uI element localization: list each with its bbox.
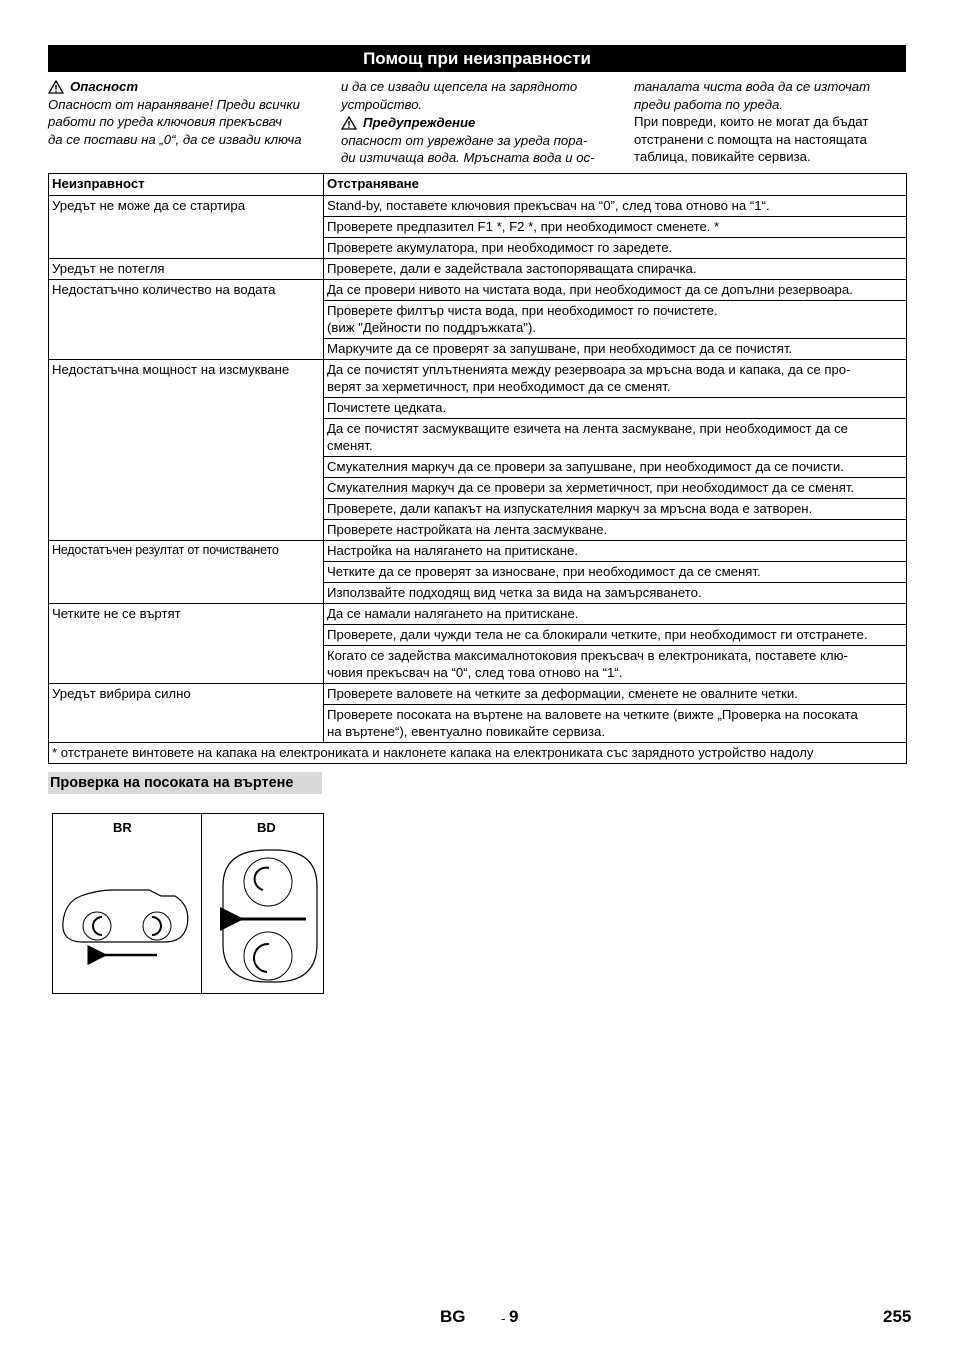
bd-brush-housing (223, 850, 317, 982)
danger-text-continued (341, 78, 619, 113)
remedy-cell: Когато се задейства максималнотоковия прекъсвач в електрониката, поставете клю- човия прекъсвач на “0“, след това отново на “1“. (324, 646, 907, 684)
remedy-cell: Смукателния маркуч да се провери за херметичност, при необходимост да се сменят. (324, 478, 907, 499)
table-row (49, 604, 907, 625)
remedy-cell: Да се намали налягането на притискане. (324, 604, 907, 625)
table-header-row (49, 174, 907, 196)
service-note (634, 113, 906, 166)
remedy-cell: Stand-by, поставете ключовия прекъсвач на “0”, след това отново на “1“. (324, 196, 907, 217)
intro-column-1 (48, 78, 323, 148)
note-line: отстранени с помощта на настоящата (634, 131, 868, 147)
remedy-cell: Проверете, дали е задействала застопоряващата спирачка. (324, 259, 907, 280)
table-footnote-row (49, 743, 907, 764)
intro-column-2 (341, 78, 619, 167)
fault-cell: Недостатъчен резултат от почистването (49, 541, 324, 604)
remedy-cell: Проверете посоката на въртене на валовете на четките (вижте „Проверка на посоката на въртене“), евентуално повикайте сервиза. (324, 705, 907, 743)
table-row (49, 196, 907, 217)
fault-cell: Недостатъчна мощност на изсмукване (49, 360, 324, 541)
troubleshooting-table (48, 173, 907, 764)
table-row (49, 684, 907, 705)
table-row (49, 259, 907, 280)
remedy-cell: Маркучите да се проверят за запушване, при необходимост да се почистят. (324, 339, 907, 360)
remedy-cell: Използвайте подходящ вид четка за вида на замърсяването. (324, 583, 907, 604)
fault-cell: Уредът не може да се стартира (49, 196, 324, 259)
rotation-diagram (53, 814, 325, 995)
danger-line: работи по уреда ключовия прекъсвач (48, 114, 282, 129)
warning-text (341, 132, 619, 167)
danger-line: Опасност от нараняване! Преди всички (48, 96, 300, 112)
remedy-cell: Четките да се проверят за износване, при необходимост да се сменят. (324, 562, 907, 583)
table-body (49, 196, 907, 743)
intro-column-3 (634, 78, 906, 166)
rotation-direction-figure (52, 813, 324, 994)
table-footnote: * отстранете винтовете на капака на електрониката и наклонете капака на електрониката със зарядното устройство надолу (49, 743, 907, 764)
remedy-cell: Да се почистят уплътненията между резервоара за мръсна вода и капака, да се про- верят за херметичност, при необходимост да се сменят. (324, 360, 907, 398)
remedy-cell: Настройка на налягането на притискане. (324, 541, 907, 562)
table-row (49, 541, 907, 562)
note-line: таблица, повикайте сервиза. (634, 149, 811, 164)
danger-line: устройство. (341, 96, 423, 112)
table-row (49, 280, 907, 301)
remedy-cell: Проверете настройката на лента засмукване. (324, 520, 907, 541)
remedy-cell: Смукателния маркуч да се провери за запушване, при необходимост да се почисти. (324, 457, 907, 478)
rotation-check-heading: Проверка на посоката на въртене (48, 772, 322, 794)
page-title: Помощ при неизправности (48, 45, 906, 72)
remedy-cell: Проверете филтър чиста вода, при необходимост го почистете. (виж "Дейности по поддръжката"). (324, 301, 907, 339)
remedy-cell: Да се провери нивото на чистата вода, при необходимост да се допълни резервоара. (324, 280, 907, 301)
fault-cell: Четките не се въртят (49, 604, 324, 684)
danger-heading-row (48, 78, 323, 96)
remedy-cell: Проверете валовете на четките за деформации, сменете не овалните четки. (324, 684, 907, 705)
remedy-cell: Да се почистят засмукващите езичета на лента засмукване, при необходимост да се сменят. (324, 419, 907, 457)
remedy-cell: Проверете предпазител F1 *, F2 *, при необходимост сменете. * (324, 217, 907, 238)
footer-separator: - (501, 1311, 506, 1326)
remedy-cell: Почистете цедката. (324, 398, 907, 419)
column-header-fault: Неизправност (49, 174, 324, 196)
br-brush-housing (63, 890, 188, 955)
danger-line: и да се извади щепсела на зарядното (341, 79, 578, 94)
fault-cell: Уредът не потегля (49, 259, 324, 280)
figure-label-bd: BD (257, 820, 276, 835)
warning-triangle-icon (341, 116, 357, 130)
warning-text-continued (634, 78, 906, 113)
footer-page-number: 255 (883, 1307, 912, 1326)
warning-triangle-icon (48, 80, 64, 94)
remedy-cell: Проверете акумулатора, при необходимост го заредете. (324, 238, 907, 259)
warning-line: преди работа по уреда. (634, 96, 783, 112)
figure-label-br: BR (113, 820, 132, 835)
warning-line: таналата чиста вода да се източат (634, 79, 871, 94)
remedy-cell: Проверете, дали чужди тела не са блокирали четките, при необходимост ги отстранете. (324, 625, 907, 646)
table-row (49, 360, 907, 398)
warning-line: опасност от увреждане за уреда пора- (341, 132, 588, 148)
column-header-remedy: Отстраняване (324, 174, 907, 196)
remedy-cell: Проверете, дали капакът на изпускателния маркуч за мръсна вода е затворен. (324, 499, 907, 520)
note-line: При повреди, които не могат да бъдат (634, 114, 869, 129)
danger-text (48, 96, 323, 149)
fault-cell: Недостатъчно количество на водата (49, 280, 324, 360)
fault-cell: Уредът вибрира силно (49, 684, 324, 743)
warning-line: ди изтичаща вода. Мръсната вода и ос- (341, 150, 595, 165)
warning-heading: Предупреждение (363, 115, 476, 130)
footer-language: BG (440, 1307, 466, 1326)
danger-line: да се постави на „0“, да се извади ключа (48, 131, 302, 147)
danger-heading: Опасност (70, 79, 139, 94)
warning-heading-row (341, 114, 619, 132)
footer-section-page: 9 (509, 1307, 519, 1326)
